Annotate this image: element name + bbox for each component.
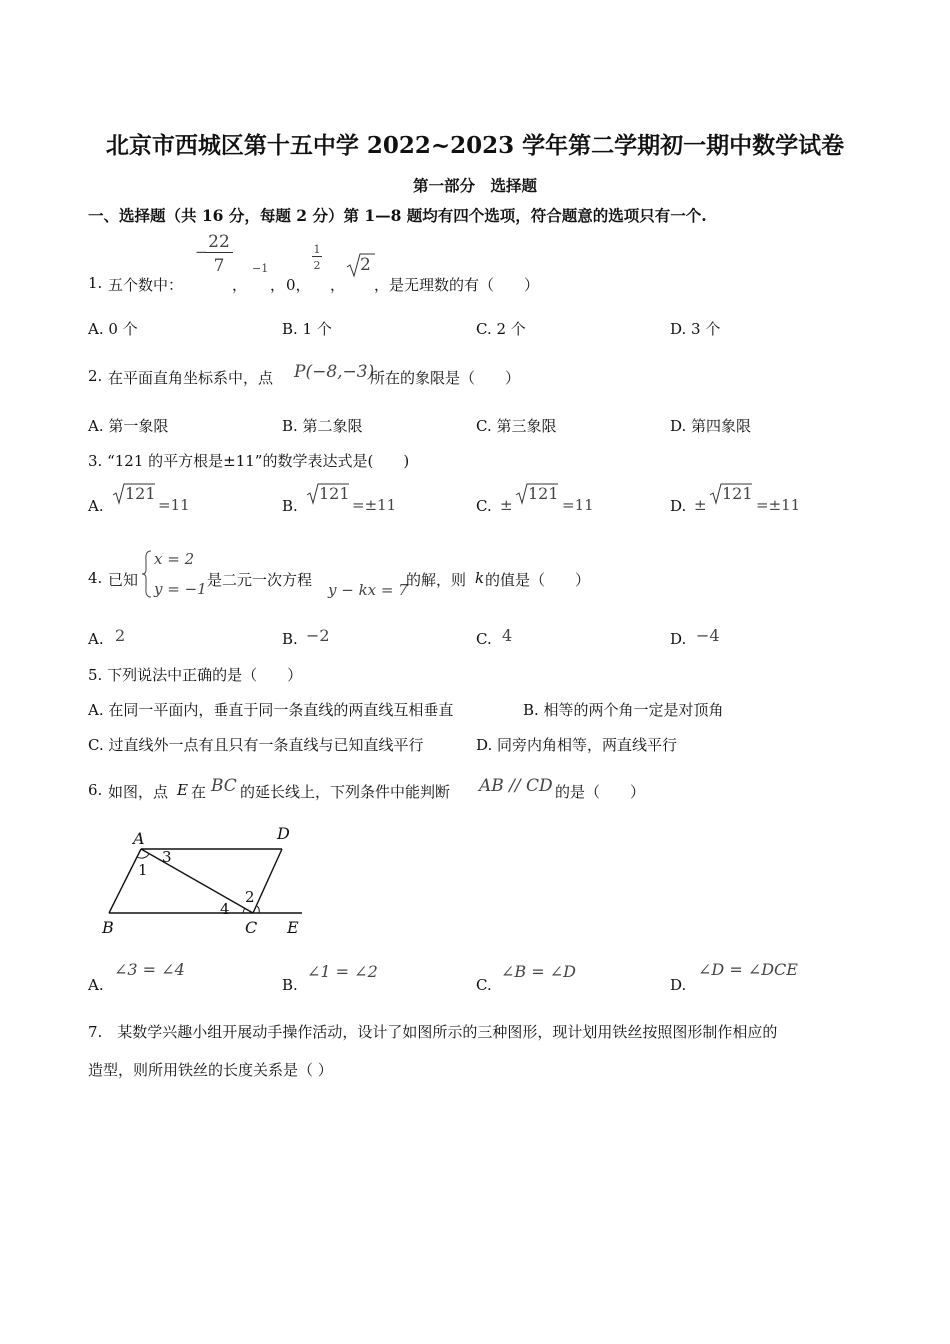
q6-option-c-cond: ∠B = ∠D	[501, 962, 576, 981]
q3-a-rad: 121	[125, 484, 156, 503]
segment-ac	[141, 849, 253, 913]
q4-option-b-value: −2	[306, 626, 330, 645]
angle-4-arc	[243, 908, 245, 913]
q5-option-b[interactable]: B. 相等的两个角一定是对顶角	[523, 701, 724, 719]
q3-a-rhs: =11	[158, 496, 190, 514]
q5-option-a[interactable]: A. 在同一平面内，垂直于同一条直线的两直线互相垂直	[88, 701, 454, 719]
q6-option-d-label: D.	[670, 976, 687, 994]
q7-line1: 7. 某数学兴趣小组开展动手操作活动，设计了如图所示的三种图形，现计划用铁丝按照图形制作相应的	[88, 1023, 778, 1041]
q6-option-d-cond: ∠D = ∠DCE	[698, 960, 798, 979]
q6-point-e: E	[177, 781, 188, 799]
label-a: A	[133, 829, 145, 848]
segment-ab	[109, 849, 141, 913]
q3-option-a-label: A.	[88, 497, 104, 515]
q2-number: 2.	[88, 367, 103, 385]
angle-2-arc	[257, 906, 259, 913]
angle-label-4: 4	[220, 900, 230, 918]
q1-sep2: ，	[330, 276, 346, 294]
q1-n1-sign: −	[195, 243, 208, 261]
q4-eq1: x = 2	[154, 550, 195, 568]
q3-d-pm: ±	[694, 496, 707, 514]
q4-suffix2: 的值是（ ）	[485, 571, 591, 589]
page-title: 北京市西城区第十五中学 2022~2023 学年第二学期初一期中数学试卷	[105, 132, 845, 159]
q4-brace	[141, 550, 153, 598]
q4-mid: 是二元一次方程	[207, 571, 313, 589]
q6-option-a-label: A.	[88, 976, 104, 994]
q6-bc: BC	[211, 776, 237, 796]
angle-label-3: 3	[162, 848, 172, 866]
q3-stem: 3. “121 的平方根是±11”的数学表达式是( )	[88, 452, 410, 470]
q4-option-b-label: B.	[282, 630, 298, 648]
q4-eq2: y = −1	[154, 580, 207, 598]
q5-option-d[interactable]: D. 同旁内角相等，两直线平行	[476, 736, 678, 754]
q3-option-c-label: C.	[476, 497, 492, 515]
q1-n2: −1	[252, 262, 269, 275]
q2-option-c[interactable]: C. 第三象限	[476, 417, 557, 435]
q3-c-rad: 121	[528, 484, 559, 503]
q4-option-a-value: 2	[115, 626, 126, 645]
q4-suffix: 的解，则	[406, 571, 467, 589]
q1-option-a[interactable]: A. 0 个	[88, 320, 138, 338]
q1-prefix: 五个数中：	[108, 276, 184, 294]
q3-option-d-label: D.	[670, 497, 687, 515]
q1-sep: ，	[232, 276, 248, 294]
q6-in: 在	[191, 783, 207, 801]
label-d: D	[277, 824, 290, 843]
q2-option-d[interactable]: D. 第四象限	[670, 417, 752, 435]
q4-option-d-value: −4	[696, 626, 720, 645]
q5-stem: 5. 下列说法中正确的是（ ）	[88, 666, 303, 684]
q3-c-pm: ±	[500, 496, 513, 514]
q1-option-c[interactable]: C. 2 个	[476, 320, 526, 338]
q6-ab-cd: AB // CD	[479, 776, 553, 796]
q6-number: 6.	[88, 781, 103, 799]
q2-suffix: 所在的象限是（ ）	[370, 369, 521, 387]
q1-number: 1.	[88, 274, 103, 292]
q6-mid: 的延长线上，下列条件中能判断	[240, 783, 451, 801]
q7-line2: 造型，则所用铁丝的长度关系是（ ）	[88, 1061, 333, 1079]
q3-option-b-label: B.	[282, 497, 298, 515]
segment-dc	[253, 849, 282, 913]
q1-suffix: ，是无理数的有（ ）	[374, 276, 540, 294]
q6-option-b-cond: ∠1 = ∠2	[307, 962, 378, 981]
q1-n3: 0，	[286, 276, 311, 294]
angle-label-1: 1	[138, 861, 148, 879]
q4-option-c-value: 4	[502, 626, 513, 645]
q6-suffix: 的是（ ）	[555, 783, 646, 801]
q3-d-rad: 121	[722, 484, 753, 503]
q2-option-b[interactable]: B. 第二象限	[282, 417, 363, 435]
angle-label-2: 2	[245, 888, 255, 906]
q6-option-c-label: C.	[476, 976, 492, 994]
label-e: E	[287, 918, 299, 937]
q2-option-a[interactable]: A. 第一象限	[88, 417, 169, 435]
q1-n1-den: 7	[213, 256, 225, 276]
label-b: B	[102, 918, 114, 937]
q4-number: 4.	[88, 569, 103, 587]
q3-b-rad: 121	[319, 484, 350, 503]
q4-option-d-label: D.	[670, 630, 687, 648]
part-heading: 第一部分 选择题	[412, 176, 537, 195]
q1-sep-b: ，	[270, 276, 286, 294]
q6-prefix: 如图，点	[108, 783, 169, 801]
q5-option-c[interactable]: C. 过直线外一点有且只有一条直线与已知直线平行	[88, 736, 424, 754]
q4-option-a-label: A.	[88, 630, 104, 648]
q3-c-rhs: =11	[562, 496, 594, 514]
q6-option-a-cond: ∠3 = ∠4	[114, 960, 185, 979]
q6-option-b-label: B.	[282, 976, 298, 994]
q4-prefix: 已知	[108, 571, 139, 589]
q6-figure	[95, 820, 310, 940]
q1-option-b[interactable]: B. 1 个	[282, 320, 332, 338]
q3-b-rhs: =±11	[352, 496, 397, 514]
q1-n1-num: 22	[205, 232, 233, 253]
q2-point: P(−8,−3)	[294, 362, 375, 382]
q4-k: k	[475, 569, 485, 587]
q1-n4-num: 1	[313, 243, 321, 256]
q1-option-d[interactable]: D. 3 个	[670, 320, 721, 338]
q3-d-rhs: =±11	[756, 496, 801, 514]
q4-option-c-label: C.	[476, 630, 492, 648]
q4-equation: y − kx = 7	[328, 581, 408, 599]
section-heading: 一、选择题（共 16 分，每题 2 分）第 1—8 题均有四个选项，符合题意的选项只有一个.	[88, 206, 707, 225]
q1-n5-rad: 2	[360, 255, 371, 275]
label-c: C	[245, 918, 258, 937]
q2-prefix: 在平面直角坐标系中，点	[108, 369, 274, 387]
q1-n4-den: 2	[313, 259, 321, 272]
